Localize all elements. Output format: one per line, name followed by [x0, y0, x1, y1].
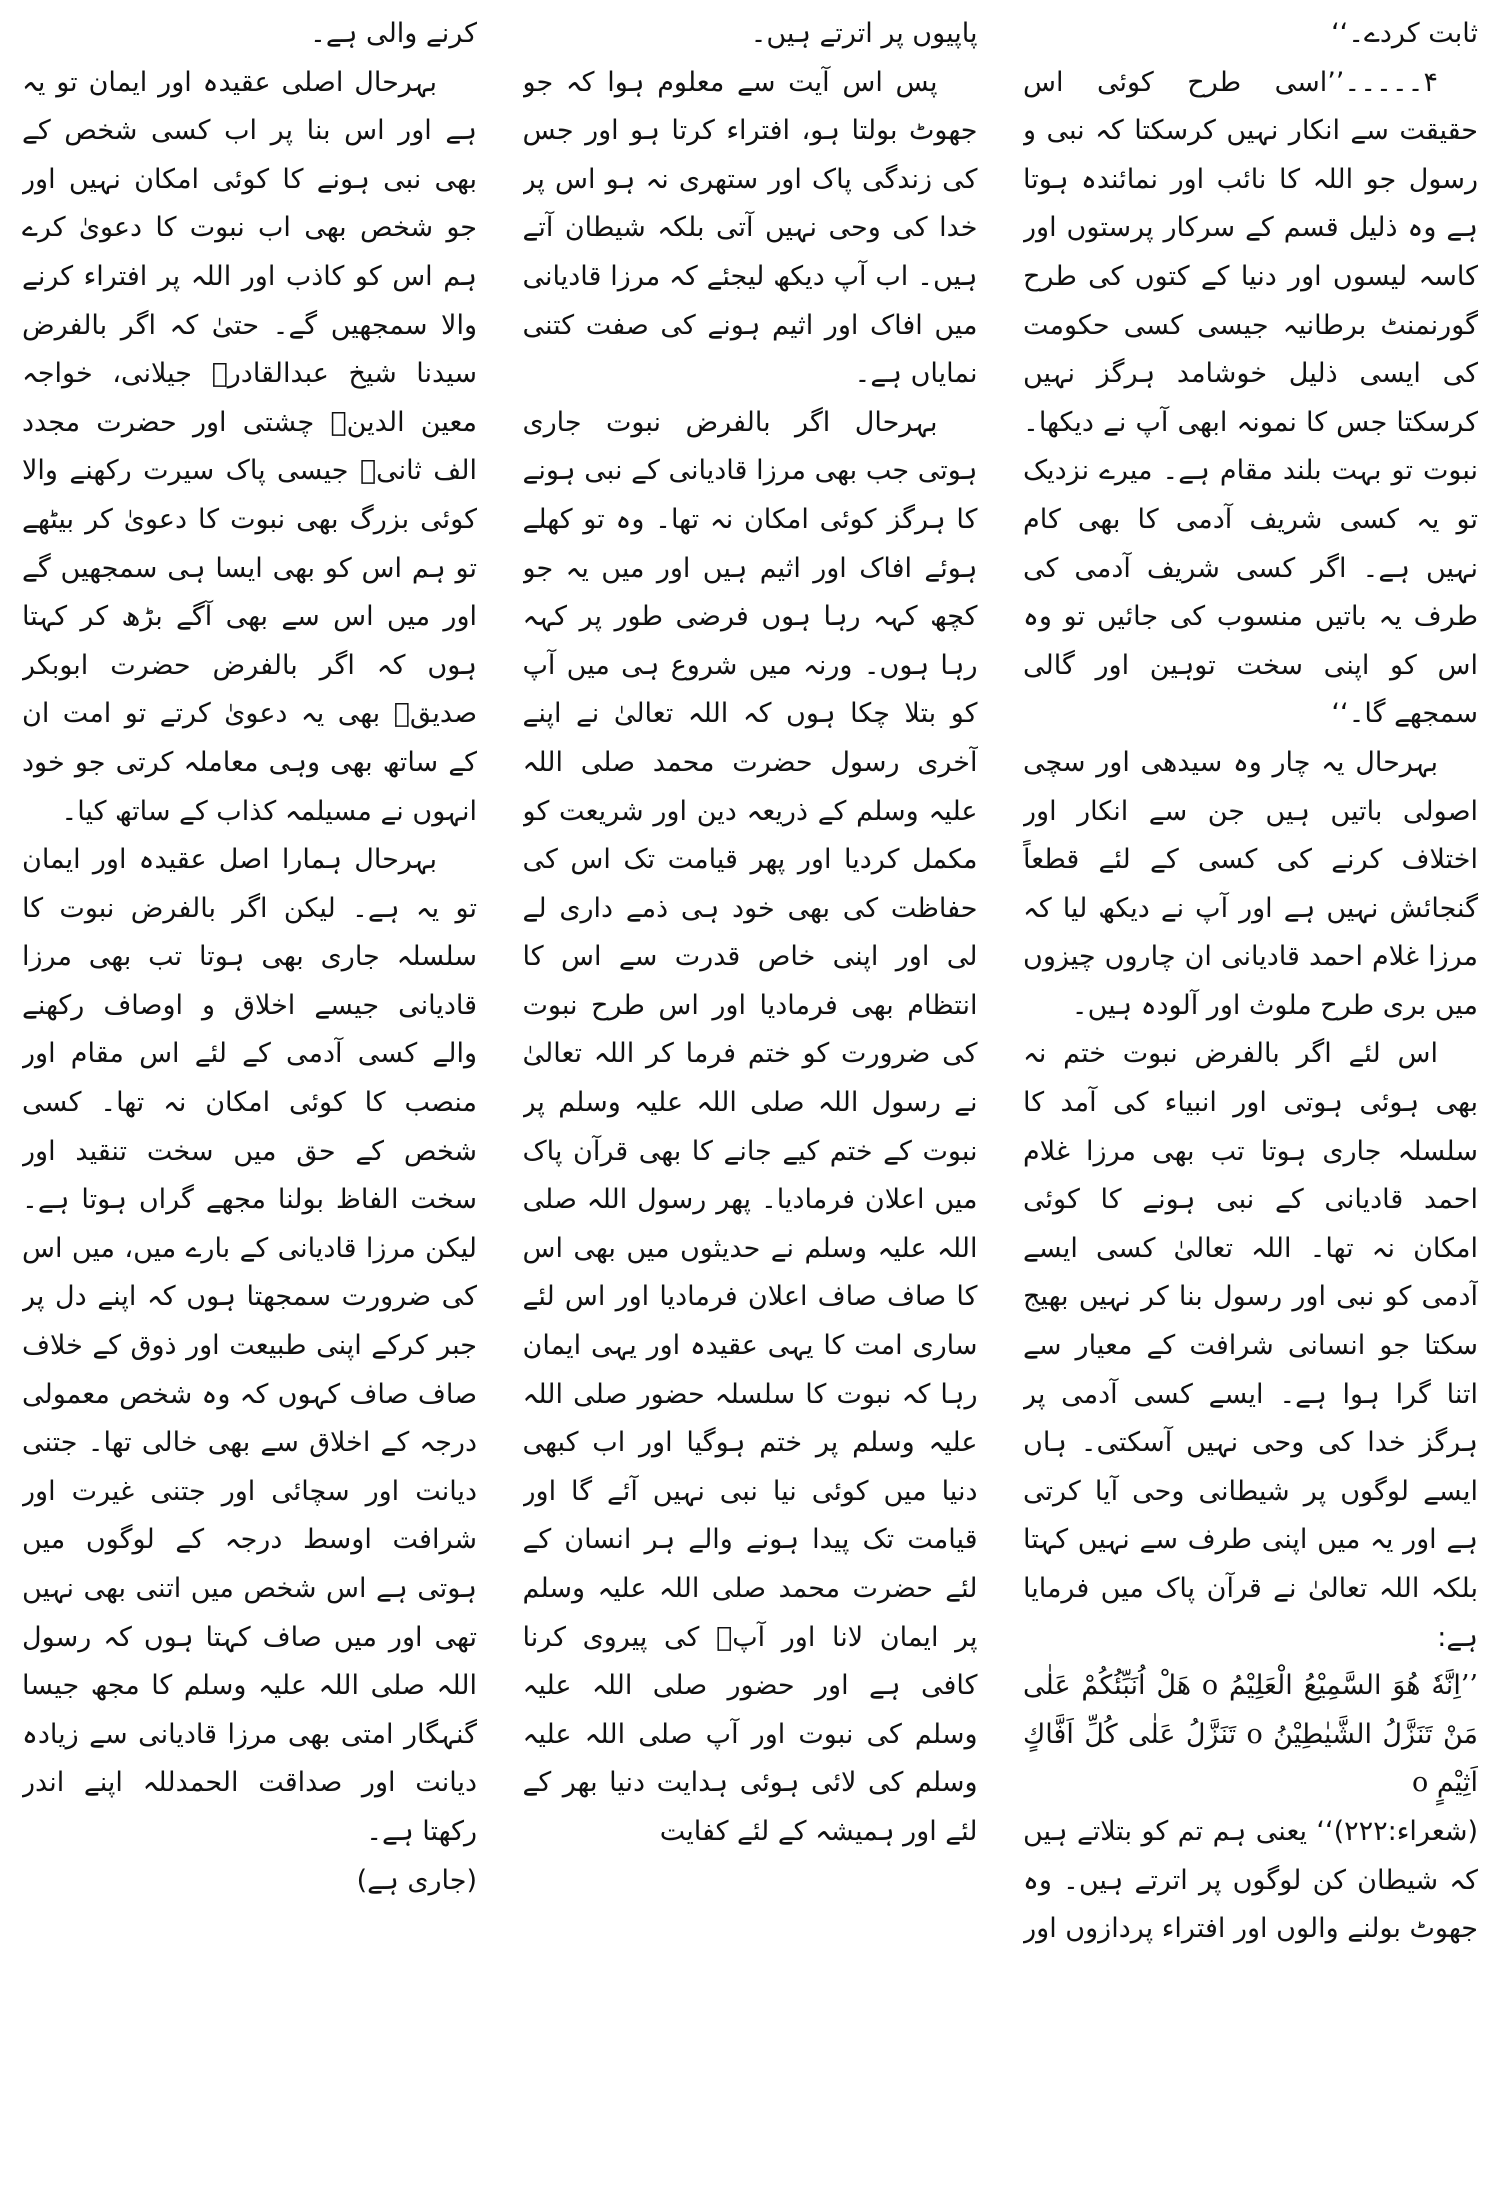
paragraph: پس اس آیت سے معلوم ہوا کہ جو جھوٹ بولتا ہو، افتراء کرتا ہو اور جس کی زندگی پاک اور ستھری نہ ہو اس پر خدا کی وحی نہیں آتی بلکہ شیطان آتے ہیں۔ اب آپ دیکھ لیجئے کہ مرزا قادیانی میں افاک اور اثیم ہونے کی صفت کتنی نمایاں ہے۔ — [522, 66, 978, 390]
column-left — [22, 10, 477, 2195]
paragraph: ثابت کردے۔‘‘ — [1331, 18, 1478, 49]
paragraph: بہرحال ہمارا اصل عقیدہ اور ایمان تو یہ ہے۔ لیکن اگر بالفرض نبوت کا سلسلہ جاری بھی ہوتا تب بھی مرزا قادیانی جیسے اخلاق و اوصاف رکھنے والے کسی آدمی کے لئے اس مقام اور منصب کا کوئی امکان نہ تھا۔ کسی شخص کے حق میں سخت تنقید اور سخت الفاظ بولنا مجھے گراں ہوتا ہے۔ لیکن مرزا قادیانی کے بارے میں، میں اس کی ضرورت سمجھتا ہوں کہ اپنے دل پر جبر کرکے اپنی طبیعت اور ذوق کے خلاف صاف صاف کہوں کہ وہ شخص معمولی درجہ کے اخلاق سے بھی خالی تھا۔ جتنی دیانت اور سچائی اور جتنی غیرت اور شرافت اوسط درجہ کے لوگوں میں ہوتی ہے اس شخص میں اتنی بھی نہیں تھی اور میں صاف کہتا ہوں کہ رسول اللہ صلی اللہ علیہ وسلم کا مجھ جیسا گنہگار امتی بھی مرزا قادیانی سے زیادہ دیانت اور صداقت الحمدللہ اپنے اندر رکھتا ہے۔ — [22, 844, 477, 1847]
paragraph: بہرحال یہ چار وہ سیدھی اور سچی اصولی باتیں ہیں جن سے انکار اور اختلاف کرنے کی کسی کے لئے قطعاً گنجائش نہیں ہے اور آپ نے دیکھ لیا کہ مرزا غلام احمد قادیانی ان چاروں چیزوں میں بری طرح ملوث اور آلودہ ہیں۔ — [1023, 746, 1478, 1021]
paragraph: کرنے والی ہے۔ — [310, 18, 477, 49]
column-middle — [523, 10, 978, 2195]
paragraph: بہرحال اگر بالفرض نبوت جاری ہوتی جب بھی مرزا قادیانی کے نبی ہونے کا ہرگز کوئی امکان نہ تھا۔ وہ تو کھلے ہوئے افاک اور اثیم ہیں اور میں یہ جو کچھ کہہ رہا ہوں فرضی طور پر کہہ رہا ہوں۔ ورنہ میں شروع ہی میں آپ کو بتلا چکا ہوں کہ اللہ تعالیٰ نے اپنے آخری رسول حضرت محمد صلی اللہ علیہ وسلم کے ذریعہ دین اور شریعت کو مکمل کردیا اور پھر قیامت تک اس کی حفاظت کی بھی خود ہی ذمے داری لے لی اور اپنی خاص قدرت سے اس کا انتظام بھی فرمادیا اور اس طرح نبوت کی ضرورت کو ختم فرما کر اللہ تعالیٰ نے رسول اللہ صلی اللہ علیہ وسلم پر نبوت کے ختم کیے جانے کا بھی قرآن پاک میں اعلان فرمادیا۔ پھر رسول اللہ صلی اللہ علیہ وسلم نے حدیثوں میں بھی اس کا صاف صاف اعلان فرمادیا اور اس لئے ساری امت کا یہی عقیدہ اور یہی ایمان رہا کہ نبوت کا سلسلہ حضور صلی اللہ علیہ وسلم پر ختم ہوگیا اور اب کبھی دنیا میں کوئی نیا نبی نہیں آئے گا اور قیامت تک پیدا ہونے والے ہر انسان کے لئے حضرت محمد صلی اللہ علیہ وسلم پر ایمان لانا اور آپؐ کی پیروی کرنا کافی ہے اور حضور صلی اللہ علیہ وسلم کی نبوت اور آپ صلی اللہ علیہ وسلم کی لائی ہوئی ہدایت دنیا بھر کے لئے اور ہمیشہ کے لئے کفایت — [522, 406, 978, 1847]
paragraph: ۴۔۔۔۔۔’’اسی طرح کوئی اس حقیقت سے انکار نہیں کرسکتا کہ نبی و رسول جو اللہ کا نائب اور نمائندہ ہوتا ہے وہ ذلیل قسم کے سرکار پرستوں اور کاسہ لیسوں اور دنیا کے کتوں کی طرح گورنمنٹ برطانیہ جیسی کسی حکومت کی ایسی ذلیل خوشامد ہرگز نہیں کرسکتا جس کا نمونہ ابھی آپ نے دیکھا۔ نبوت تو بہت بلند مقام ہے۔ میرے نزدیک تو یہ کسی شریف آدمی کا بھی کام نہیں ہے۔ اگر کسی شریف آدمی کی طرف یہ باتیں منسوب کی جائیں تو وہ اس کو اپنی سخت توہین اور گالی سمجھے گا۔‘‘ — [1023, 66, 1478, 730]
quran-verse: ’’اِنَّهٗ هُوَ السَّمِیْعُ الْعَلِیْمُ o هَلْ اُنَبِّئُكُمْ عَلٰى مَنْ تَنَزَّلُ الشَّیٰطِیْنُ o تَنَزَّلُ عَلٰى كُلِّ اَفَّاكٍ اَثِیْمٍ o — [1023, 1670, 1478, 1799]
paragraph: بہرحال اصلی عقیدہ اور ایمان تو یہ ہے اور اس بنا پر اب کسی شخص کے بھی نبی ہونے کا کوئی امکان نہیں اور جو شخص بھی اب نبوت کا دعویٰ کرے ہم اس کو کاذب اور اللہ پر افتراء کرنے والا سمجھیں گے۔ حتیٰ کہ اگر بالفرض سیدنا شیخ عبدالقادرؒ جیلانی، خواجہ معین الدینؒ چشتی اور حضرت مجدد الف ثانیؒ جیسی پاک سیرت رکھنے والا کوئی بزرگ بھی نبوت کا دعویٰ کر بیٹھے تو ہم اس کو بھی ایسا ہی سمجھیں گے اور میں اس سے بھی آگے بڑھ کر کہتا ہوں کہ اگر بالفرض حضرت ابوبکر صدیقؓ بھی یہ دعویٰ کرتے تو امت ان کے ساتھ بھی وہی معاملہ کرتی جو خود انہوں نے مسیلمہ کذاب کے ساتھ کیا۔ — [22, 66, 477, 827]
paragraph: پاپیوں پر اترتے ہیں۔ — [750, 18, 978, 49]
continued-label: (جاری ہے) — [356, 1864, 477, 1896]
paragraph: (شعراء:۲۲۲)‘‘ یعنی ہم تم کو بتلاتے ہیں کہ شیطان کن لوگوں پر اترتے ہیں۔ وہ جھوٹ بولنے والوں اور افتراء پردازوں اور — [1023, 1815, 1478, 1945]
column-right — [1023, 10, 1478, 2195]
paragraph: اس لئے اگر بالفرض نبوت ختم نہ بھی ہوئی ہوتی اور انبیاء کی آمد کا سلسلہ جاری ہوتا تب بھی مرزا غلام احمد قادیانی کے نبی ہونے کا کوئی امکان نہ تھا۔ اللہ تعالیٰ کسی ایسے آدمی کو نبی اور رسول بنا کر نہیں بھیج سکتا جو انسانی شرافت کے معیار سے اتنا گرا ہوا ہے۔ ایسے کسی آدمی پر ہرگز خدا کی وحی نہیں آسکتی۔ ہاں ایسے لوگوں پر شیطانی وحی آیا کرتی ہے اور یہ میں اپنی طرف سے نہیں کہتا بلکہ اللہ تعالیٰ نے قرآن پاک میں فرمایا ہے: — [1023, 1038, 1478, 1653]
